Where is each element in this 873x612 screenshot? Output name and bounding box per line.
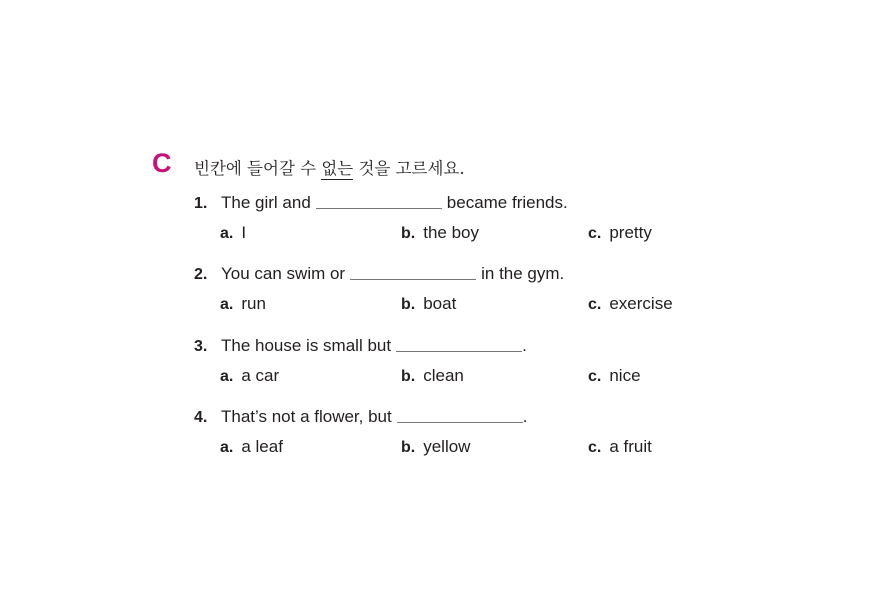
answer-blank[interactable]	[397, 406, 523, 423]
option-a[interactable]	[220, 366, 279, 386]
option-text: pretty	[609, 223, 652, 242]
option-c[interactable]	[588, 437, 652, 457]
instruction-pre: 빈칸에 들어갈 수	[194, 159, 322, 178]
option-text: a car	[241, 366, 280, 385]
option-letter: c.	[588, 225, 602, 242]
option-letter: a.	[220, 296, 234, 313]
option-text: the boy	[423, 223, 479, 242]
question-4	[194, 406, 527, 427]
option-c[interactable]	[588, 366, 641, 386]
option-letter: a.	[220, 439, 234, 456]
question-number: 3.	[194, 338, 208, 355]
option-letter: a.	[220, 225, 234, 242]
question-1	[194, 192, 568, 213]
answer-blank[interactable]	[350, 263, 476, 280]
option-text: I	[241, 223, 247, 242]
question-text-after: in the gym.	[481, 264, 565, 283]
option-a[interactable]	[220, 294, 266, 314]
question-text-before: You can swim or	[221, 264, 346, 283]
question-text-before: The girl and	[221, 193, 311, 212]
question-text-after: .	[522, 336, 527, 355]
option-text: run	[241, 294, 266, 313]
option-b[interactable]	[401, 437, 470, 457]
option-letter: c.	[588, 368, 602, 385]
question-text-before: That’s not a flower, but	[221, 407, 392, 426]
option-b[interactable]	[401, 366, 464, 386]
option-b[interactable]	[401, 294, 456, 314]
option-text: a leaf	[241, 437, 283, 456]
option-letter: b.	[401, 439, 416, 456]
answer-blank[interactable]	[396, 335, 522, 352]
question-text-before: The house is small but	[221, 336, 392, 355]
question-number: 4.	[194, 409, 208, 426]
question-text-after: .	[522, 407, 528, 426]
option-letter: b.	[401, 368, 416, 385]
option-text: yellow	[423, 437, 471, 456]
option-text: clean	[423, 366, 464, 385]
option-text: nice	[609, 366, 641, 385]
option-c[interactable]	[588, 223, 652, 243]
question-number: 1.	[194, 195, 208, 212]
option-c[interactable]	[588, 294, 673, 314]
instruction-underlined: 없는	[321, 159, 354, 178]
option-letter: b.	[401, 296, 416, 313]
question-3	[194, 335, 527, 356]
option-b[interactable]	[401, 223, 479, 243]
question-number: 2.	[194, 266, 208, 283]
question-2	[194, 263, 564, 284]
option-text: exercise	[609, 294, 673, 313]
option-letter: b.	[401, 225, 416, 242]
option-text: boat	[423, 294, 457, 313]
option-letter: a.	[220, 368, 234, 385]
instruction-post: 것을 고르세요.	[353, 159, 465, 178]
section-letter: C	[152, 148, 172, 178]
option-a[interactable]	[220, 437, 283, 457]
instruction	[194, 155, 465, 179]
option-text: a fruit	[609, 437, 652, 456]
answer-blank[interactable]	[316, 192, 442, 209]
option-a[interactable]	[220, 223, 246, 243]
question-text-after: became friends.	[446, 193, 568, 212]
option-letter: c.	[588, 296, 602, 313]
option-letter: c.	[588, 439, 602, 456]
